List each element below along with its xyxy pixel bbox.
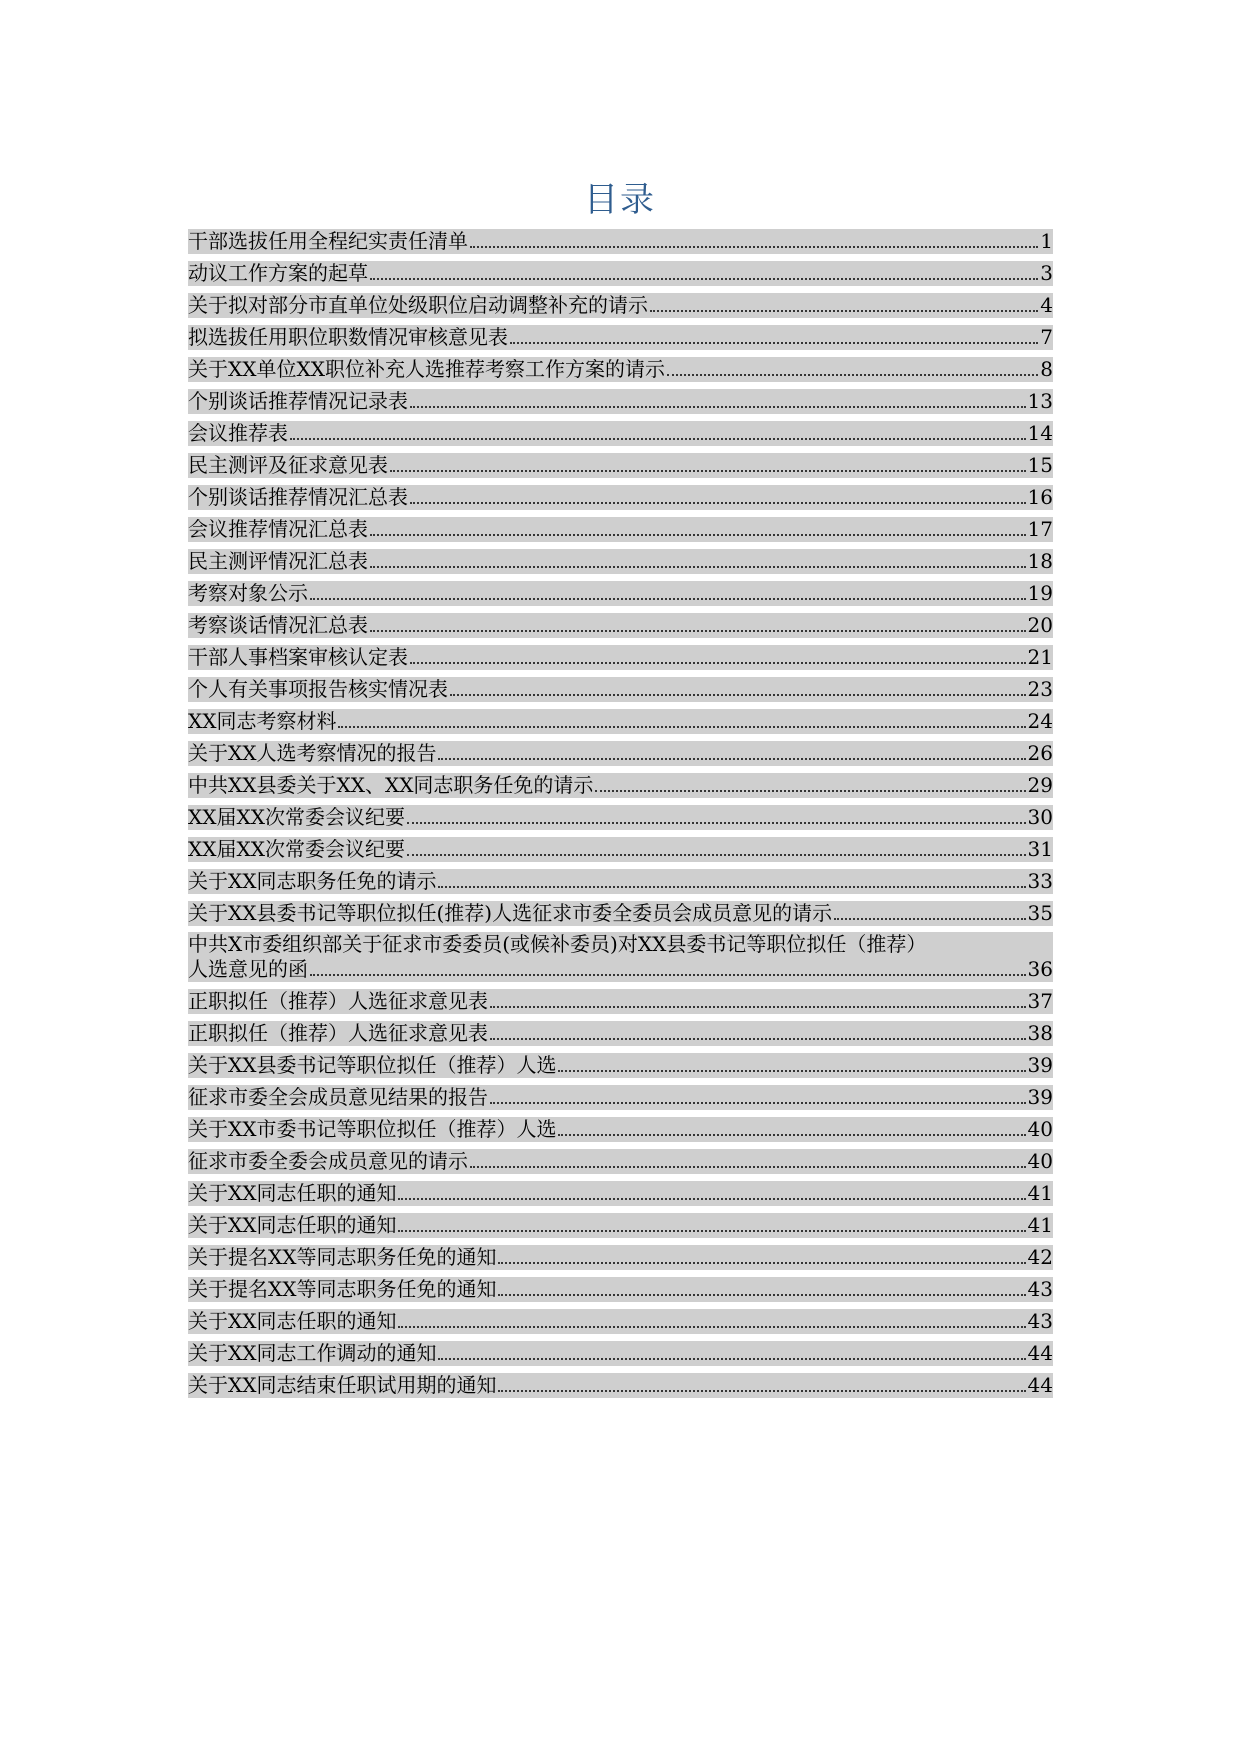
- toc-entry[interactable]: [188, 773, 1053, 798]
- dot-leader: [470, 1166, 1026, 1168]
- toc-entry-page-number: 41: [1027, 1213, 1053, 1237]
- dot-leader: [650, 310, 1038, 312]
- toc-entry[interactable]: [188, 453, 1053, 478]
- toc-entry-page-number: 19: [1027, 581, 1053, 605]
- toc-entry-title: 关于XX同志工作调动的通知: [188, 1341, 437, 1365]
- toc-entry[interactable]: [188, 709, 1053, 734]
- dot-leader: [498, 1390, 1025, 1392]
- toc-entry-title: 考察对象公示: [188, 581, 308, 605]
- dot-leader: [438, 886, 1025, 888]
- toc-entry-title: 关于XX人选考察情况的报告: [188, 741, 437, 765]
- dot-leader: [390, 470, 1026, 472]
- dot-leader: [370, 630, 1026, 632]
- toc-title: 目录: [584, 180, 656, 220]
- toc-entry-title: 正职拟任（推荐）人选征求意见表: [188, 1021, 488, 1045]
- toc-entry[interactable]: [188, 1245, 1053, 1270]
- toc-entry-title: 拟选拔任用职位职数情况审核意见表: [188, 325, 508, 349]
- toc-entry[interactable]: [188, 389, 1053, 414]
- toc-entry-page-number: 20: [1027, 613, 1053, 637]
- toc-entry-page-number: 29: [1027, 773, 1053, 797]
- toc-entry-title: 关于拟对部分市直单位处级职位启动调整补充的请示: [188, 293, 648, 317]
- toc-entry-title: 关于XX县委书记等职位拟任(推荐)人选征求市委全委员会成员意见的请示: [188, 901, 833, 925]
- dot-leader: [370, 534, 1026, 536]
- toc-entry-page-number: 35: [1027, 901, 1053, 925]
- toc-entry-page-number: 37: [1027, 989, 1053, 1013]
- toc-entry-page-number: 38: [1027, 1021, 1053, 1045]
- toc-entry-page-number: 13: [1027, 389, 1053, 413]
- toc-entry[interactable]: [188, 261, 1053, 286]
- dot-leader: [498, 1262, 1025, 1264]
- toc-entry-page-number: 44: [1027, 1373, 1053, 1397]
- toc-entry-page-number: 8: [1040, 357, 1053, 381]
- toc-entry-title: 征求市委全委会成员意见的请示: [188, 1149, 468, 1173]
- toc-entry[interactable]: [188, 645, 1053, 670]
- toc-entry[interactable]: [188, 932, 1053, 982]
- toc-entry[interactable]: [188, 549, 1053, 574]
- toc-entry[interactable]: [188, 1277, 1053, 1302]
- dot-leader: [407, 854, 1026, 856]
- toc-entry[interactable]: [188, 325, 1053, 350]
- dot-leader: [410, 502, 1026, 504]
- toc-entry-page-number: 21: [1027, 645, 1053, 669]
- toc-entry-title: 关于XX市委书记等职位拟任（推荐）人选: [188, 1117, 557, 1141]
- dot-leader: [370, 566, 1026, 568]
- toc-entry[interactable]: [188, 1021, 1053, 1046]
- toc-entry-title: 民主测评及征求意见表: [188, 453, 388, 477]
- toc-entry-page-number: 3: [1040, 261, 1053, 285]
- toc-entry-title: 中共XX县委关于XX、XX同志职务任免的请示: [188, 773, 594, 797]
- toc-entry[interactable]: [188, 1309, 1053, 1334]
- toc-entry-title: 会议推荐情况汇总表: [188, 517, 368, 541]
- toc-entry[interactable]: [188, 229, 1053, 254]
- toc-entry[interactable]: [188, 581, 1053, 606]
- toc-entry[interactable]: [188, 293, 1053, 318]
- dot-leader: [398, 1326, 1025, 1328]
- toc-entry-title: 关于XX同志任职的通知: [188, 1309, 397, 1333]
- toc-entry[interactable]: [188, 1053, 1053, 1078]
- toc-entry-page-number: 23: [1027, 677, 1053, 701]
- toc-entry-title: 干部选拔任用全程纪实责任清单: [188, 229, 468, 253]
- toc-entry[interactable]: [188, 837, 1053, 862]
- toc-entry-page-number: 42: [1027, 1245, 1053, 1269]
- toc-entry-title: 个人有关事项报告核实情况表: [188, 677, 448, 701]
- dot-leader: [310, 974, 1026, 976]
- toc-entry-page-number: 30: [1027, 805, 1053, 829]
- toc-entry-title: 考察谈话情况汇总表: [188, 613, 368, 637]
- dot-leader: [438, 758, 1025, 760]
- toc-entry[interactable]: [188, 485, 1053, 510]
- toc-entry-page-number: 18: [1027, 549, 1053, 573]
- toc-entry[interactable]: [188, 741, 1053, 766]
- toc-entry-title: 人选意见的函: [188, 957, 308, 981]
- dot-leader: [398, 1230, 1025, 1232]
- toc-entry-title: 关于XX县委书记等职位拟任（推荐）人选: [188, 1053, 557, 1077]
- toc-entry-page-number: 40: [1027, 1117, 1053, 1141]
- dot-leader: [398, 1198, 1025, 1200]
- toc-entry-title: 关于XX同志结束任职试用期的通知: [188, 1373, 497, 1397]
- dot-leader: [338, 726, 1025, 728]
- toc-entry[interactable]: [188, 1213, 1053, 1238]
- dot-leader: [438, 1358, 1025, 1360]
- toc-entry-title: 关于XX同志任职的通知: [188, 1181, 397, 1205]
- toc-entry-page-number: 1: [1040, 229, 1053, 253]
- toc-entry[interactable]: [188, 1373, 1053, 1398]
- toc-entry-page-number: 39: [1027, 1085, 1053, 1109]
- toc-entry-title: XX届XX次常委会议纪要: [188, 805, 405, 829]
- toc-entry-title: XX届XX次常委会议纪要: [188, 837, 405, 861]
- dot-leader: [595, 790, 1025, 792]
- toc-entry-title: 关于XX同志任职的通知: [188, 1213, 397, 1237]
- toc-entry-title: 征求市委全会成员意见结果的报告: [188, 1085, 488, 1109]
- toc-entry[interactable]: [188, 357, 1053, 382]
- toc-entry-page-number: 43: [1027, 1277, 1053, 1301]
- toc-entry-page-number: 24: [1027, 709, 1053, 733]
- toc-entry[interactable]: [188, 1149, 1053, 1174]
- dot-leader: [667, 374, 1038, 376]
- toc-entry-page-number: 39: [1027, 1053, 1053, 1077]
- toc-entry-title: 关于提名XX等同志职务任免的通知: [188, 1277, 497, 1301]
- toc-entry[interactable]: [188, 1181, 1053, 1206]
- toc-entry-page-number: 14: [1027, 421, 1053, 445]
- toc-entry-title: XX同志考察材料: [188, 709, 337, 733]
- table-of-contents: [188, 229, 1053, 1405]
- toc-entry-page-number: 17: [1027, 517, 1053, 541]
- toc-entry[interactable]: [188, 677, 1053, 702]
- toc-entry-page-number: 7: [1040, 325, 1053, 349]
- toc-entry-title: 个别谈话推荐情况记录表: [188, 389, 408, 413]
- toc-entry-title: 关于提名XX等同志职务任免的通知: [188, 1245, 497, 1269]
- toc-entry-title: 关于XX同志职务任免的请示: [188, 869, 437, 893]
- toc-entry-title: 会议推荐表: [188, 421, 288, 445]
- dot-leader: [410, 662, 1026, 664]
- toc-entry-title: 民主测评情况汇总表: [188, 549, 368, 573]
- toc-entry-page-number: 43: [1027, 1309, 1053, 1333]
- dot-leader: [558, 1070, 1025, 1072]
- toc-entry-page-number: 4: [1040, 293, 1053, 317]
- dot-leader: [370, 278, 1038, 280]
- toc-entry-title: 动议工作方案的起草: [188, 261, 368, 285]
- toc-entry[interactable]: [188, 805, 1053, 830]
- dot-leader: [290, 438, 1026, 440]
- toc-entry-title: 个别谈话推荐情况汇总表: [188, 485, 408, 509]
- dot-leader: [470, 246, 1038, 248]
- toc-entry-page-number: 36: [1027, 957, 1053, 981]
- toc-entry-page-number: 15: [1027, 453, 1053, 477]
- toc-entry[interactable]: [188, 869, 1053, 894]
- toc-entry-page-number: 40: [1027, 1149, 1053, 1173]
- toc-entry[interactable]: [188, 1117, 1053, 1142]
- toc-entry-page-number: 41: [1027, 1181, 1053, 1205]
- toc-entry-page-number: 33: [1027, 869, 1053, 893]
- toc-entry[interactable]: [188, 1085, 1053, 1110]
- dot-leader: [490, 1006, 1026, 1008]
- toc-entry[interactable]: [188, 613, 1053, 638]
- dot-leader: [510, 342, 1038, 344]
- toc-entry-page-number: 16: [1027, 485, 1053, 509]
- toc-entry[interactable]: [188, 517, 1053, 542]
- dot-leader: [410, 406, 1026, 408]
- toc-entry[interactable]: [188, 989, 1053, 1014]
- dot-leader: [558, 1134, 1025, 1136]
- toc-entry-page-number: 31: [1027, 837, 1053, 861]
- dot-leader: [407, 822, 1026, 824]
- toc-entry[interactable]: [188, 901, 1053, 926]
- toc-entry-page-number: 26: [1027, 741, 1053, 765]
- dot-leader: [490, 1038, 1026, 1040]
- dot-leader: [310, 598, 1026, 600]
- dot-leader: [834, 918, 1025, 920]
- toc-entry[interactable]: [188, 421, 1053, 446]
- toc-entry-title: 关于XX单位XX职位补充人选推荐考察工作方案的请示: [188, 357, 665, 381]
- toc-entry-title: 干部人事档案审核认定表: [188, 645, 408, 669]
- toc-entry[interactable]: [188, 1341, 1053, 1366]
- dot-leader: [450, 694, 1026, 696]
- dot-leader: [498, 1294, 1025, 1296]
- toc-entry-title: 正职拟任（推荐）人选征求意见表: [188, 989, 488, 1013]
- toc-entry-page-number: 44: [1027, 1341, 1053, 1365]
- toc-entry-title-line-1: 中共X市委组织部关于征求市委委员(或候补委员)对XX县委书记等职位拟任（推荐）: [188, 932, 927, 956]
- dot-leader: [490, 1102, 1026, 1104]
